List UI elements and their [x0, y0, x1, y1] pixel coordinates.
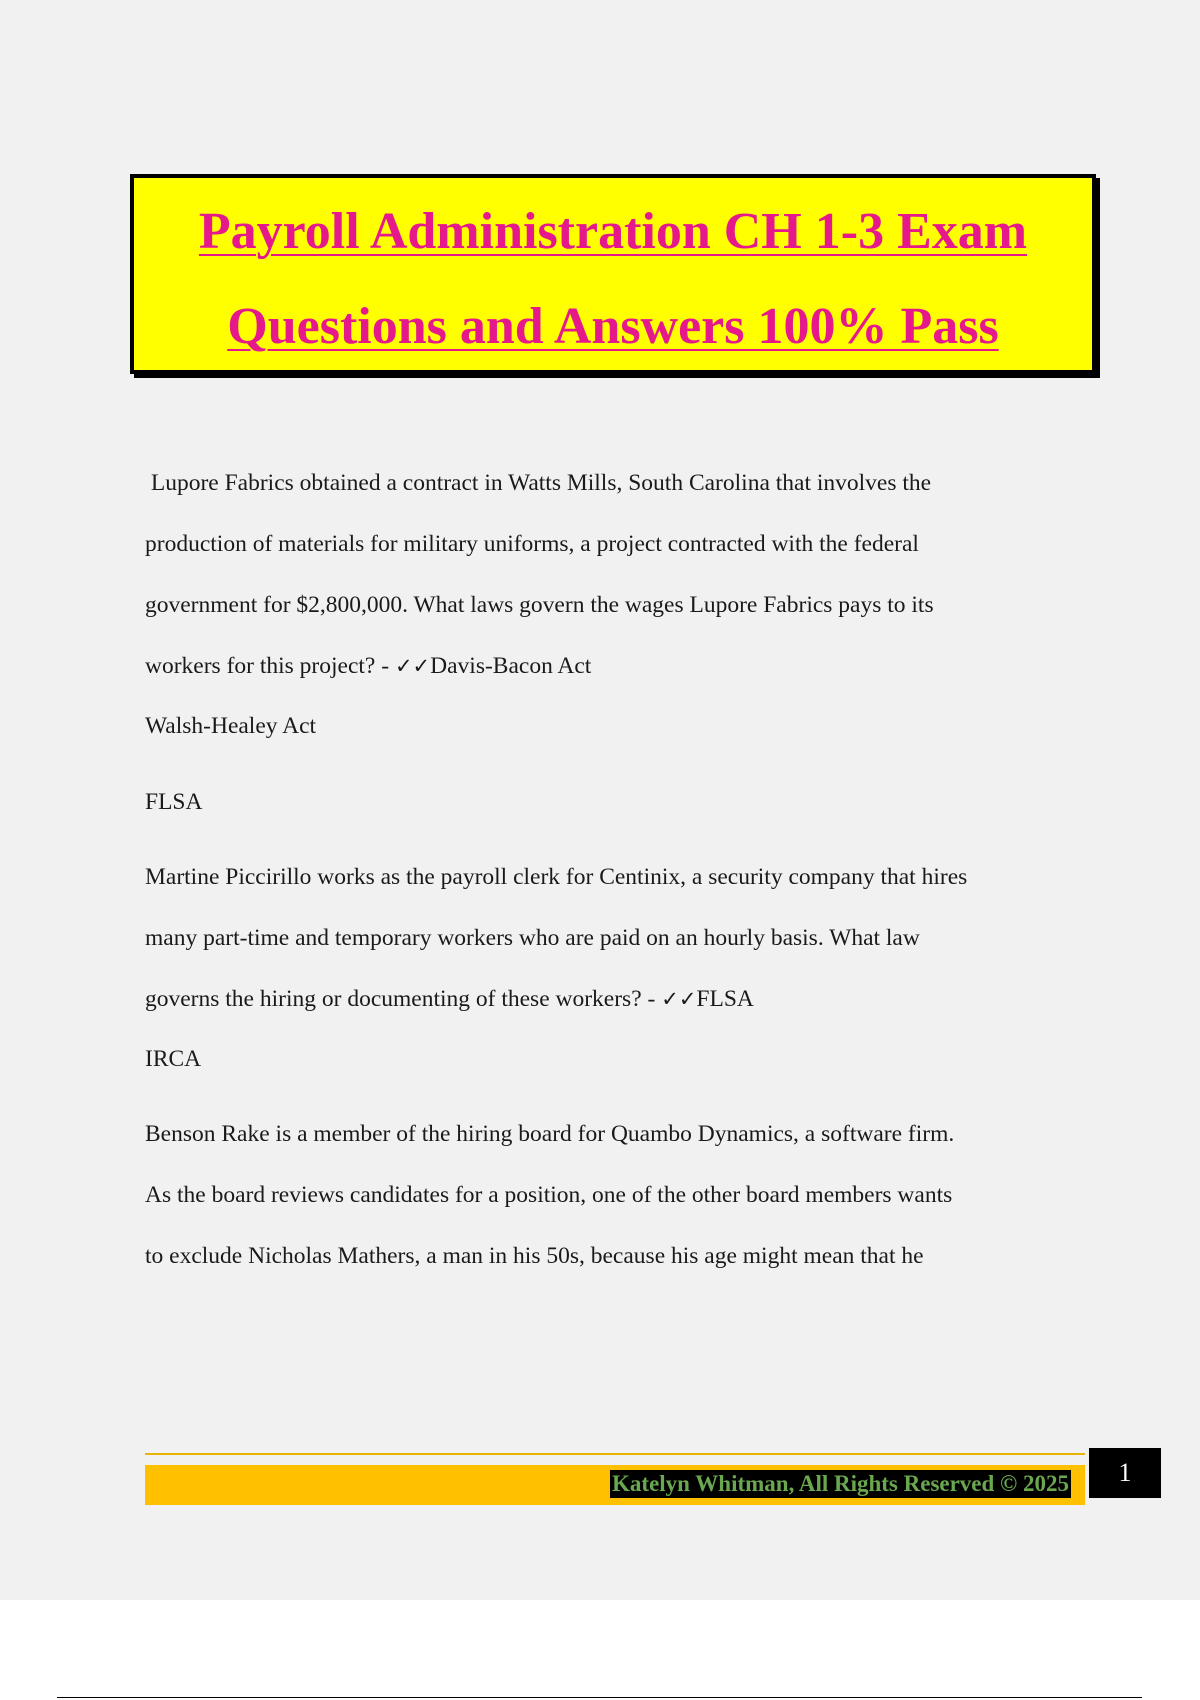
bottom-divider: [57, 1697, 1142, 1698]
question-1-line-2: production of materials for military uniforms, a project contracted with the federal: [145, 531, 919, 557]
question-2-line-2: many part-time and temporary workers who are paid on an hourly basis. What law: [145, 925, 920, 951]
question-2-line-3-text: governs the hiring or documenting of these workers? -: [145, 986, 662, 1012]
question-3-line-2: As the board reviews candidates for a position, one of the other board members wants: [145, 1182, 953, 1208]
title-box: [130, 174, 1096, 374]
question-1-line-4-text: workers for this project? -: [145, 653, 395, 679]
question-1-option-2: FLSA: [145, 789, 203, 815]
question-2-option-1: IRCA: [145, 1046, 202, 1072]
question-3-line-1: Benson Rake is a member of the hiring board for Quambo Dynamics, a software firm.: [145, 1121, 955, 1147]
title-line-1: Payroll Administration CH 1-3 Exam: [198, 203, 1028, 260]
question-1: [145, 453, 1085, 817]
question-1-option-1: Walsh-Healey Act: [145, 713, 317, 739]
question-2-line-1: Martine Piccirillo works as the payroll clerk for Centinix, a security company that hires: [145, 864, 968, 890]
question-2-answer: FLSA: [696, 986, 754, 1012]
title-line-2: Questions and Answers 100% Pass: [227, 298, 999, 355]
question-2: [145, 847, 1085, 1074]
question-1-line-3: government for $2,800,000. What laws govern the wages Lupore Fabrics pays to its: [145, 592, 934, 618]
question-2-line-3: [145, 969, 1085, 1030]
question-1-line-1: Lupore Fabrics obtained a contract in Watts Mills, South Carolina that involves the: [145, 470, 932, 496]
page-number: 1: [1089, 1448, 1161, 1498]
document-body: [145, 453, 1085, 1287]
question-3-line-3: to exclude Nicholas Mathers, a man in his 50s, because his age might mean that he: [145, 1243, 924, 1269]
checkmark-icon: ✓✓: [661, 987, 697, 1011]
question-1-answer: Davis-Bacon Act: [430, 653, 592, 679]
footer-bar: [145, 1465, 1085, 1505]
footer-divider: [145, 1453, 1085, 1455]
question-3: [145, 1104, 1085, 1287]
footer-copyright: Katelyn Whitman, All Rights Reserved © 2025: [612, 1471, 1069, 1496]
checkmark-icon: ✓✓: [394, 654, 431, 678]
question-1-line-4: [145, 636, 1085, 697]
